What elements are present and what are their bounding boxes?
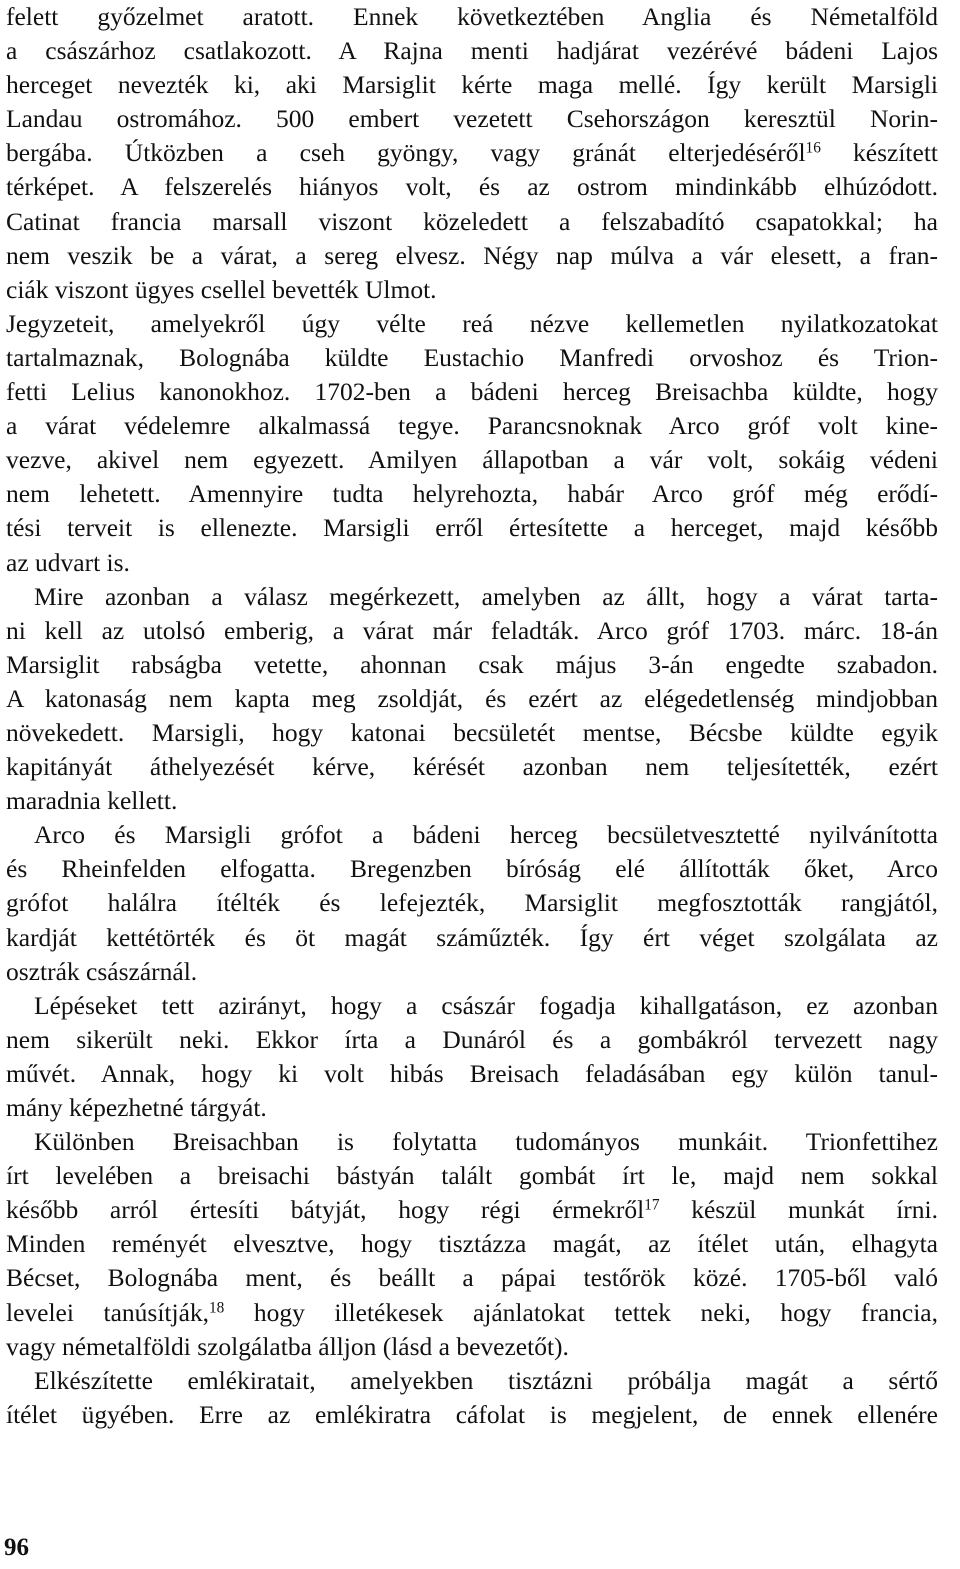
- text-line: levelei tanúsítják,$^{18}$ hogy illetékesek ajánlatokat tettek neki, hogy francia,: [6, 1297, 938, 1327]
- text-line: nem lehetett. Amennyire tudta helyrehozta, habár Arco gróf még erődí-: [6, 479, 938, 509]
- text-line: nem veszik be a várat, a sereg elvesz. Négy nap múlva a vár elesett, a fran-: [6, 240, 938, 270]
- text-line: Jegyzeteit, amelyekről úgy vélte reá nézve kellemetlen nyilatkozatokat: [6, 308, 938, 338]
- text-line: Különben Breisachban is folytatta tudományos munkáit. Trionfettihez: [34, 1127, 938, 1157]
- text-line: Mire azonban a válasz megérkezett, amelyben az állt, hogy a várat tarta-: [34, 581, 938, 611]
- text-line: ni kell az utolsó emberig, a várat már feladták. Arco gróf 1703. márc. 18-án: [6, 615, 938, 645]
- text-line: herceget nevezték ki, aki Marsiglit kérte maga mellé. Így került Marsigli: [6, 70, 938, 100]
- text-line: írt levelében a breisachi bástyán talált gombát írt le, majd nem sokkal: [6, 1161, 938, 1191]
- text-line: nem sikerült neki. Ekkor írta a Dunáról és a gombákról tervezett nagy: [6, 1024, 938, 1054]
- text-line: Minden reményét elvesztve, hogy tisztázza magát, az ítélet után, elhagyta: [6, 1229, 938, 1259]
- text-line: a császárhoz csatlakozott. A Rajna menti hadjárat vezérévé bádeni Lajos: [6, 36, 938, 66]
- text-line: ítélet ügyében. Erre az emlékiratra cáfolat is megjelent, de ennek ellenére: [6, 1399, 938, 1429]
- paragraph: [6, 818, 938, 988]
- text-line: az udvart is.: [6, 547, 130, 577]
- text-line: térképet. A felszerelés hiányos volt, és az ostrom mindinkább elhúzódott.: [6, 172, 938, 202]
- text-line: kapitányát áthelyezését kérve, kérését azonban nem teljesítették, ezért: [6, 752, 938, 782]
- text-line: bergába. Útközben a cseh gyöngy, vagy gránát elterjedéséről$^{16}$ készített: [6, 138, 938, 168]
- text-line: növekedett. Marsigli, hogy katonai becsületét mentse, Bécsbe küldte egyik: [6, 717, 938, 747]
- text-line: és Rheinfelden elfogatta. Bregenzben bíróság elé állították őket, Arco: [6, 854, 938, 884]
- paragraph: [6, 989, 938, 1125]
- page-number: 96: [4, 1534, 29, 1561]
- text-line: Landau ostromához. 500 embert vezetett Csehországon keresztül Norin-: [6, 104, 938, 134]
- text-line: Bécset, Bolognába ment, és beállt a pápai testőrök közé. 1705-ből való: [6, 1263, 938, 1293]
- text-line: kardját kettétörték és öt magát száműzték. Így ért véget szolgálata az: [6, 922, 938, 952]
- text-line: osztrák császárnál.: [6, 956, 198, 986]
- footnote-marker: 18: [209, 1299, 225, 1317]
- footnote-marker: 17: [644, 1196, 660, 1214]
- text-line: fetti Lelius kanonokhoz. 1702-ben a bádeni herceg Breisachba küldte, hogy: [6, 377, 938, 407]
- text-line: művét. Annak, hogy ki volt hibás Breisach feladásában egy külön tanul-: [6, 1058, 938, 1088]
- paragraph: [6, 580, 938, 819]
- text-line: ciák viszont ügyes csellel bevették Ulmot.: [6, 274, 437, 304]
- text-line: tartalmaznak, Bolognába küldte Eustachio Manfredi orvoshoz és Trion-: [6, 342, 938, 372]
- paragraph: [6, 1125, 938, 1364]
- paragraph: [6, 1364, 938, 1432]
- page-body: [6, 0, 938, 1432]
- text-line: maradnia kellett.: [6, 786, 178, 816]
- text-line: Lépéseket tett azirányt, hogy a császár fogadja kihallgatáson, ez azonban: [34, 990, 938, 1020]
- text-line: mány képezhetné tárgyát.: [6, 1093, 267, 1122]
- text-line: vagy németalföldi szolgálatba álljon (lásd a bevezetőt).: [6, 1331, 569, 1361]
- text-line: a várat védelemre alkalmassá tegye. Parancsnoknak Arco gróf volt kine-: [6, 411, 938, 441]
- text-line: vezve, akivel nem egyezett. Amilyen állapotban a vár volt, sokáig védeni: [6, 445, 938, 475]
- text-line: Elkészítette emlékiratait, amelyekben tisztázni próbálja magát a sértő: [34, 1365, 938, 1395]
- body-text: [6, 0, 938, 1432]
- text-line: Marsiglit rabságba vetette, ahonnan csak május 3-án engedte szabadon.: [6, 649, 938, 679]
- text-line: Arco és Marsigli grófot a bádeni herceg becsületvesztetté nyilvánította: [34, 820, 938, 850]
- text-line: tési terveit is ellenezte. Marsigli erről értesítette a herceget, majd később: [6, 513, 938, 543]
- text-line: később arról értesíti bátyját, hogy régi érmekről$^{17}$ készül munkát írni.: [6, 1195, 939, 1225]
- text-line: felett győzelmet aratott. Ennek következtében Anglia és Németalföld: [6, 2, 938, 31]
- footnote-marker: 16: [805, 139, 821, 157]
- text-line: Catinat francia marsall viszont közeledett a felszabadító csapatokkal; ha: [6, 206, 938, 236]
- text-line: A katonaság nem kapta meg zsoldját, és ezért az elégedetlenség mindjobban: [6, 683, 938, 713]
- paragraph: [6, 0, 938, 307]
- text-line: grófot halálra ítélték és lefejezték, Marsiglit megfosztották rangjától,: [6, 888, 938, 918]
- paragraph: [6, 307, 938, 580]
